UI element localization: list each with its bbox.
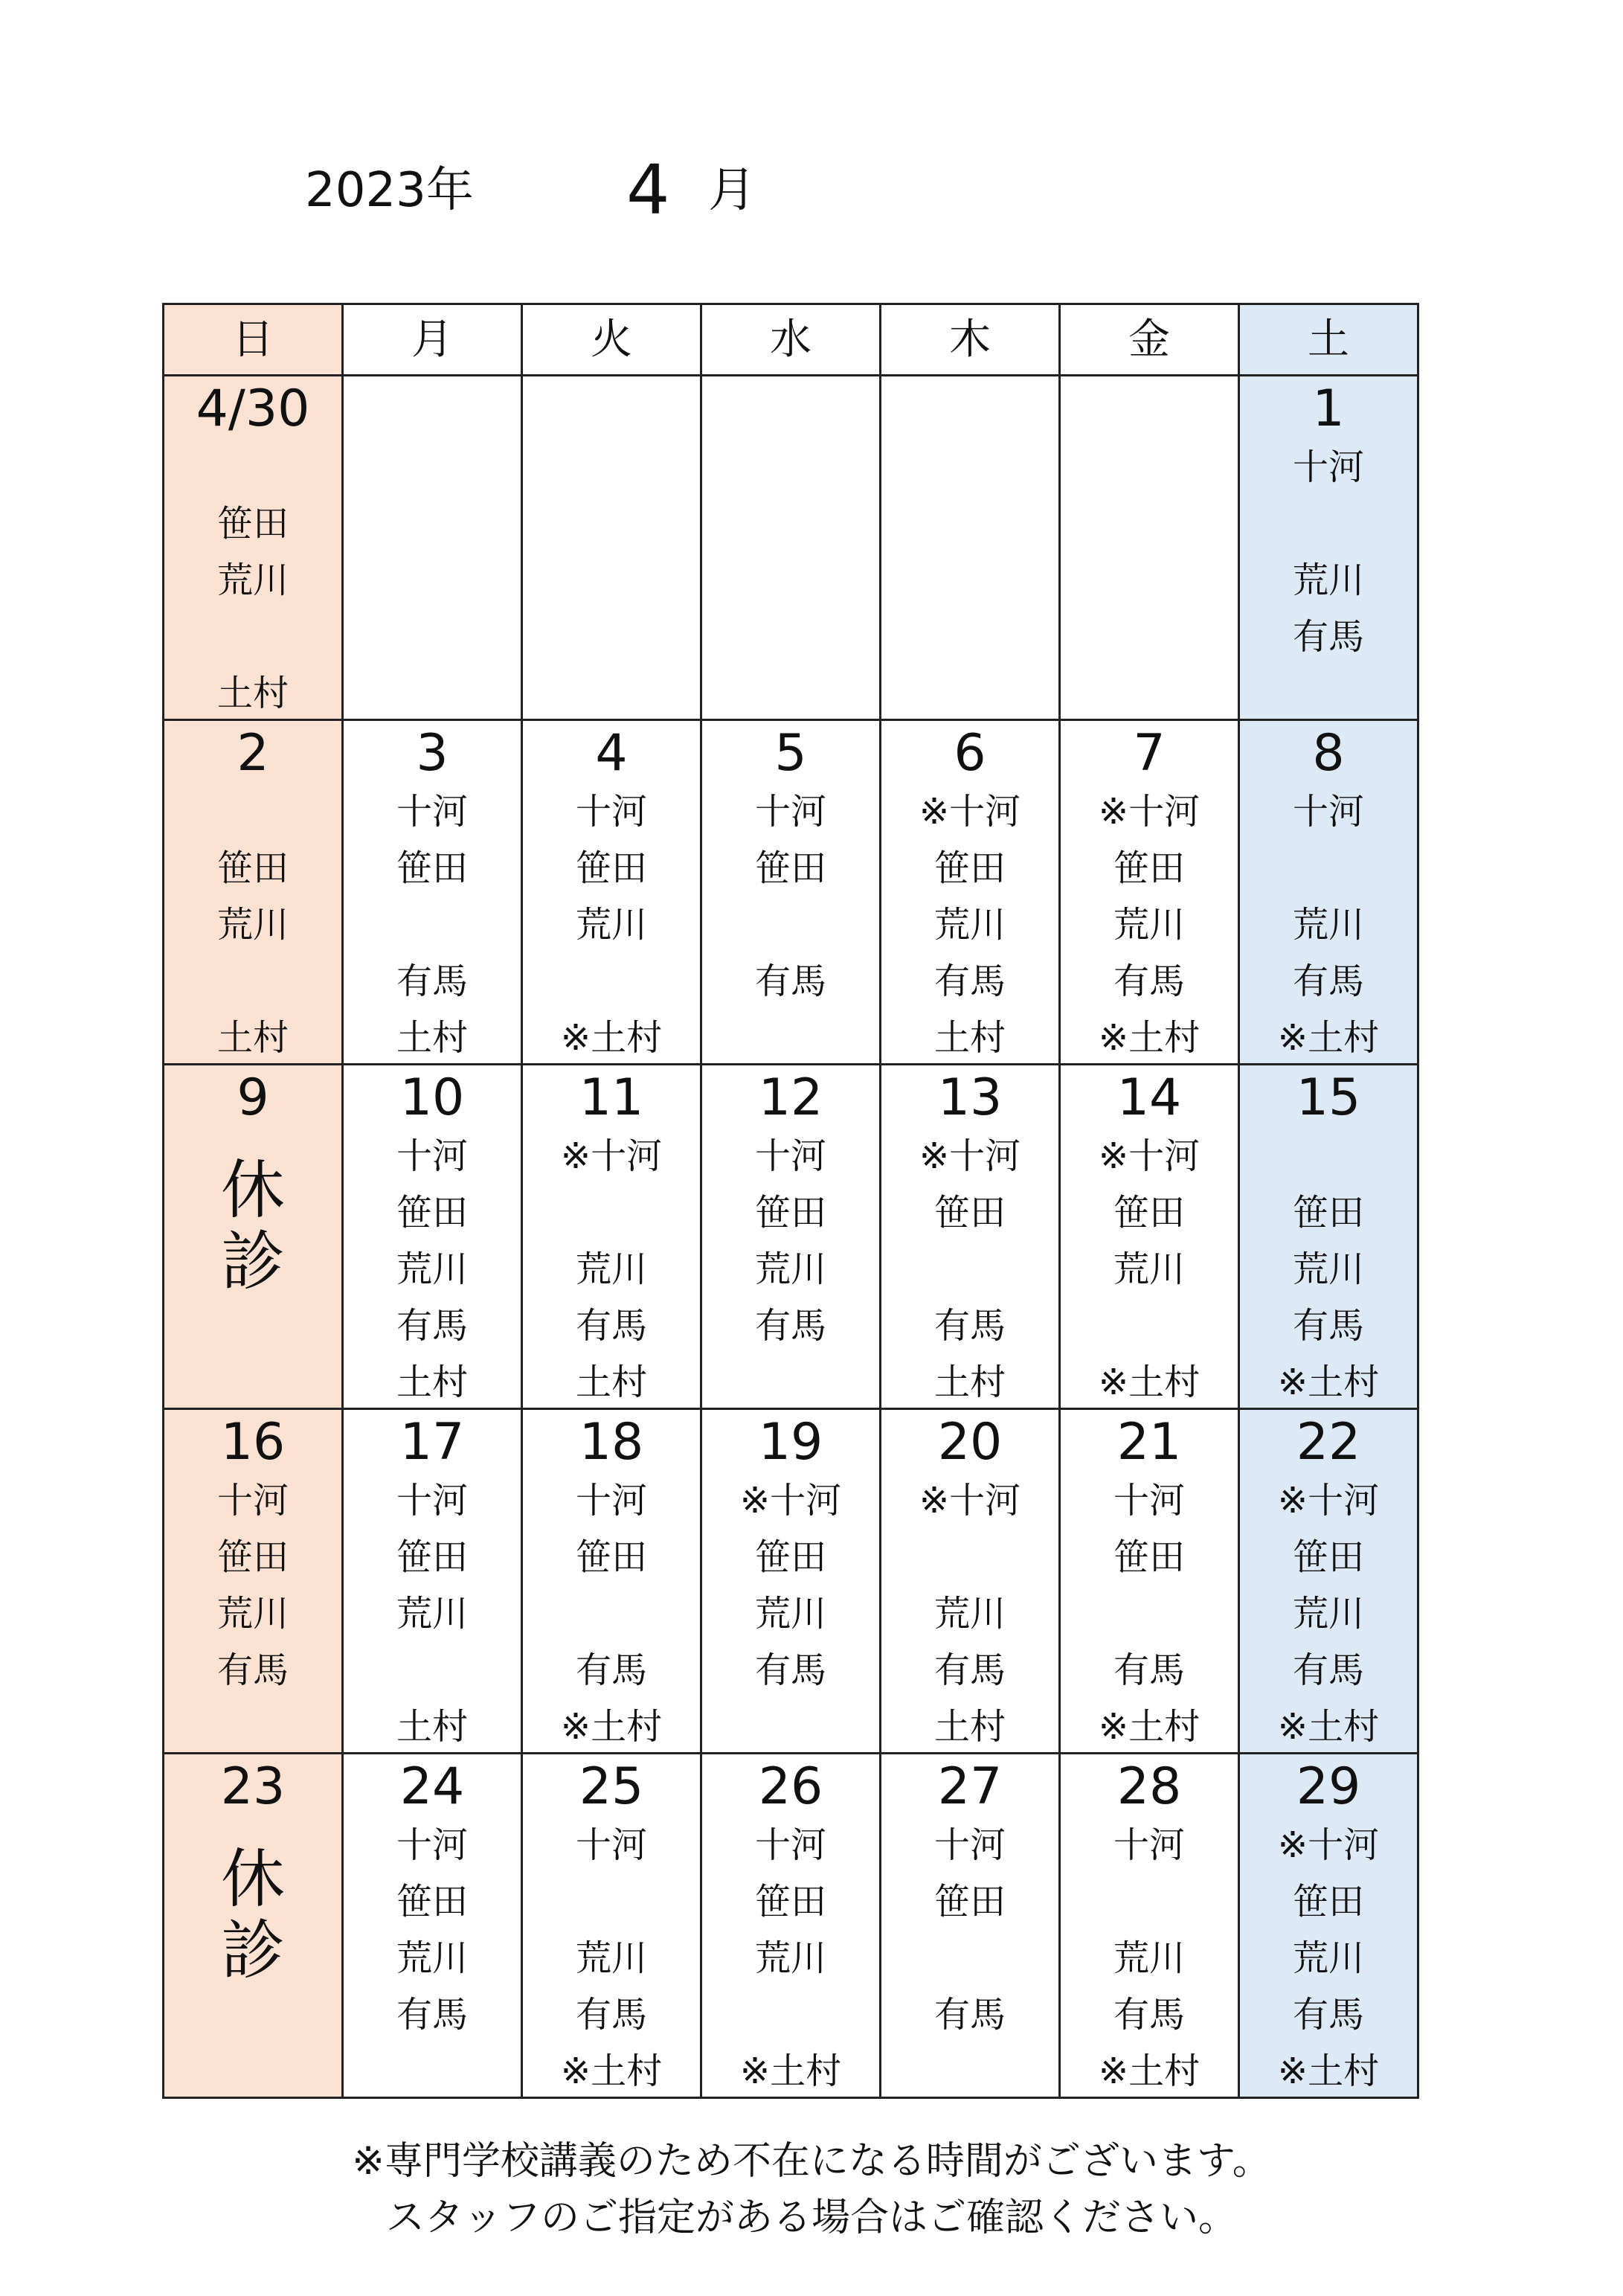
day-number: 4/30: [196, 379, 310, 438]
staff-slot: 有馬: [1113, 1649, 1185, 1691]
day-cell: [701, 1754, 881, 2098]
day-cell: [522, 720, 701, 1065]
day-number: 29: [1296, 1757, 1361, 1816]
staff-slot: 笹田: [216, 847, 289, 889]
title-month-number: 4: [626, 150, 670, 230]
day-number: 11: [579, 1068, 644, 1127]
staff-slot: [702, 552, 879, 609]
day-number: [1061, 376, 1238, 439]
staff-slot: [881, 1529, 1058, 1585]
week-row: [164, 1409, 1418, 1754]
staff-slot: 有馬: [933, 961, 1006, 1002]
staff-slot: 荒川: [1113, 1937, 1185, 1979]
staff-slot: 笹田: [933, 847, 1006, 889]
staff-slot: ※十河: [739, 1480, 842, 1521]
day-cell: [1239, 720, 1418, 1065]
staff-slot: [702, 439, 879, 496]
day-number: 23: [220, 1757, 286, 1816]
week-row: [164, 720, 1418, 1065]
staff-slot: ※十河: [1098, 1135, 1201, 1177]
staff-slot: [523, 665, 700, 722]
day-number: 17: [399, 1413, 465, 1472]
staff-slot: [1240, 665, 1417, 722]
staff-slot: [344, 439, 521, 496]
day-cell: [343, 720, 522, 1065]
calendar-title: [0, 149, 1623, 246]
staff-slot: 荒川: [1292, 1248, 1364, 1290]
weekday-header-fri: 金: [1060, 304, 1239, 376]
day-number: 15: [1296, 1068, 1361, 1127]
staff-slot: 有馬: [396, 961, 468, 1002]
staff-slot: [523, 496, 700, 552]
staff-slot: 土村: [396, 1706, 468, 1748]
day-number: [523, 376, 700, 439]
staff-slot: [344, 552, 521, 609]
day-cell: [522, 1409, 701, 1754]
staff-slot: [344, 2043, 521, 2100]
staff-slot: [1061, 665, 1238, 722]
day-number: 12: [758, 1068, 823, 1127]
day-number: 14: [1116, 1068, 1182, 1127]
title-year: 2023年: [305, 163, 474, 218]
day-cell: [343, 1409, 522, 1754]
closed-char: 休: [221, 1153, 285, 1228]
staff-slot: 十河: [575, 791, 647, 833]
day-cell: [343, 376, 522, 720]
staff-slot: [702, 1986, 879, 2043]
day-number: 13: [937, 1068, 1003, 1127]
staff-slot: 土村: [396, 1017, 468, 1059]
staff-slot: [1061, 552, 1238, 609]
day-cell: [522, 1754, 701, 2098]
staff-slot: 笹田: [754, 1881, 826, 1923]
day-cell: [881, 1754, 1060, 2098]
staff-slot: [881, 439, 1058, 496]
staff-slot: [702, 665, 879, 722]
staff-slot: 荒川: [1113, 1248, 1185, 1290]
staff-slot: 有馬: [1292, 1305, 1364, 1347]
staff-slot: ※土村: [560, 1017, 663, 1059]
staff-slot: [881, 665, 1058, 722]
staff-slot: [1240, 840, 1417, 897]
day-number: [702, 376, 879, 439]
day-cell: [164, 1754, 343, 2098]
staff-slot: [1240, 1128, 1417, 1184]
day-number: 8: [1312, 724, 1345, 783]
staff-slot: [702, 1010, 879, 1066]
footnote-staff-request: スタッフのご指定がある場合はご確認ください。: [385, 2196, 1237, 2240]
day-number: 28: [1116, 1757, 1182, 1816]
staff-slot: 土村: [933, 1362, 1006, 1403]
staff-slot: 笹田: [933, 1192, 1006, 1234]
staff-slot: 荒川: [1113, 904, 1185, 946]
day-number: 16: [220, 1413, 286, 1472]
staff-slot: ※十河: [1098, 791, 1201, 833]
staff-slot: ※土村: [1277, 1362, 1380, 1403]
day-number: 24: [399, 1757, 465, 1816]
staff-slot: ※土村: [1277, 1706, 1380, 1748]
staff-slot: [702, 609, 879, 665]
day-cell: [343, 1065, 522, 1409]
staff-slot: 十河: [216, 1480, 289, 1521]
calendar-body: [164, 376, 1418, 2098]
day-cell: [1060, 720, 1239, 1065]
staff-slot: ※土村: [560, 1706, 663, 1748]
weekday-header-mon: 月: [343, 304, 522, 376]
staff-slot: [702, 897, 879, 953]
staff-slot: [523, 953, 700, 1010]
staff-slot: 荒川: [216, 1593, 289, 1635]
staff-slot: 十河: [575, 1480, 647, 1521]
day-number: 21: [1116, 1413, 1182, 1472]
day-number: 6: [954, 724, 986, 783]
weekday-header-sat: 土: [1239, 304, 1418, 376]
staff-slot: [1240, 496, 1417, 552]
staff-slot: 有馬: [575, 1994, 647, 2036]
staff-slot: [1061, 1298, 1238, 1354]
staff-slot: 笹田: [1113, 847, 1185, 889]
staff-slot: [702, 496, 879, 552]
closed-char: 休: [221, 1842, 285, 1917]
staff-slot: [1061, 609, 1238, 665]
day-cell: [522, 376, 701, 720]
staff-slot: 荒川: [216, 559, 289, 601]
day-number: 22: [1296, 1413, 1361, 1472]
staff-slot: 笹田: [575, 1536, 647, 1578]
staff-slot: 土村: [396, 1362, 468, 1403]
staff-slot: 荒川: [216, 904, 289, 946]
day-number: 9: [237, 1068, 269, 1127]
staff-slot: [344, 1642, 521, 1699]
day-number: 3: [416, 724, 449, 783]
staff-slot: [881, 1930, 1058, 1986]
day-cell: [343, 1754, 522, 2098]
day-number: [881, 376, 1058, 439]
staff-slot: 有馬: [754, 961, 826, 1002]
staff-slot: 荒川: [1292, 1593, 1364, 1635]
day-number: 18: [579, 1413, 644, 1472]
staff-slot: 十河: [396, 1480, 468, 1521]
staff-slot: 荒川: [575, 1937, 647, 1979]
closed-label: [164, 1155, 341, 1298]
day-cell: [1060, 376, 1239, 720]
weekday-header-row: [164, 304, 1418, 376]
staff-slot: 十河: [1113, 1824, 1185, 1866]
staff-slot: [881, 496, 1058, 552]
day-cell: [881, 720, 1060, 1065]
staff-slot: ※土村: [1098, 2050, 1201, 2092]
staff-slot: 十河: [575, 1824, 647, 1866]
day-cell: [701, 1409, 881, 1754]
staff-slot: 荒川: [754, 1593, 826, 1635]
day-cell: [1060, 1065, 1239, 1409]
footnote-absence: ※専門学校講義のため不在になる時間がございます。: [352, 2139, 1271, 2184]
staff-slot: [344, 496, 521, 552]
staff-slot: 有馬: [396, 1305, 468, 1347]
week-row: [164, 1754, 1418, 2098]
staff-slot: [702, 1699, 879, 1755]
staff-slot: 荒川: [933, 904, 1006, 946]
day-cell: [1239, 376, 1418, 720]
day-number: 4: [595, 724, 628, 783]
weekday-header-sun: 日: [164, 304, 343, 376]
day-number: 7: [1133, 724, 1166, 783]
staff-slot: [881, 1241, 1058, 1298]
day-number: 2: [237, 724, 269, 783]
staff-slot: [164, 783, 341, 840]
staff-slot: 荒川: [754, 1248, 826, 1290]
day-cell: [701, 376, 881, 720]
staff-slot: 笹田: [396, 1192, 468, 1234]
day-number: 20: [937, 1413, 1003, 1472]
staff-slot: 有馬: [1292, 1649, 1364, 1691]
staff-slot: 笹田: [396, 1536, 468, 1578]
day-cell: [1239, 1754, 1418, 2098]
staff-slot: 十河: [396, 791, 468, 833]
staff-slot: 笹田: [754, 1536, 826, 1578]
staff-slot: 十河: [1113, 1480, 1185, 1521]
staff-slot: 笹田: [754, 847, 826, 889]
staff-slot: 有馬: [933, 1305, 1006, 1347]
staff-slot: 荒川: [754, 1937, 826, 1979]
staff-slot: 荒川: [933, 1593, 1006, 1635]
staff-slot: 土村: [933, 1706, 1006, 1748]
staff-slot: 荒川: [396, 1593, 468, 1635]
day-cell: [1060, 1409, 1239, 1754]
staff-slot: [1061, 496, 1238, 552]
staff-slot: [523, 609, 700, 665]
day-number: 5: [774, 724, 807, 783]
staff-slot: 十河: [1292, 791, 1364, 833]
weekday-header-wed: 水: [701, 304, 881, 376]
staff-slot: 笹田: [1292, 1536, 1364, 1578]
staff-slot: 有馬: [933, 1649, 1006, 1691]
staff-slot: 土村: [575, 1362, 647, 1403]
week-row: [164, 376, 1418, 720]
staff-slot: [164, 439, 341, 496]
staff-slot: 有馬: [216, 1649, 289, 1691]
staff-slot: 有馬: [754, 1649, 826, 1691]
staff-slot: 笹田: [1113, 1536, 1185, 1578]
staff-slot: [523, 1873, 700, 1930]
day-number: 26: [758, 1757, 823, 1816]
staff-slot: 笹田: [933, 1881, 1006, 1923]
day-cell: [881, 1065, 1060, 1409]
staff-slot: [344, 897, 521, 953]
staff-slot: 有馬: [1113, 961, 1185, 1002]
staff-slot: [1061, 1585, 1238, 1642]
staff-slot: ※十河: [919, 1480, 1021, 1521]
day-cell: [522, 1065, 701, 1409]
staff-slot: 笹田: [754, 1192, 826, 1234]
staff-slot: 有馬: [1292, 616, 1364, 658]
staff-slot: 十河: [754, 791, 826, 833]
staff-slot: [881, 609, 1058, 665]
staff-slot: 笹田: [396, 1881, 468, 1923]
week-row: [164, 1065, 1418, 1409]
staff-slot: ※土村: [1098, 1017, 1201, 1059]
staff-slot: 笹田: [1292, 1192, 1364, 1234]
staff-slot: 土村: [216, 1017, 289, 1059]
day-cell: [881, 376, 1060, 720]
weekday-header-tue: 火: [522, 304, 701, 376]
staff-slot: ※土村: [1277, 2050, 1380, 2092]
staff-slot: 笹田: [396, 847, 468, 889]
day-cell: [164, 720, 343, 1065]
staff-slot: [881, 552, 1058, 609]
staff-slot: [881, 2043, 1058, 2100]
staff-slot: [344, 609, 521, 665]
day-cell: [881, 1409, 1060, 1754]
day-cell: [164, 1409, 343, 1754]
staff-slot: [344, 665, 521, 722]
staff-slot: 笹田: [216, 1536, 289, 1578]
day-number: 27: [937, 1757, 1003, 1816]
staff-slot: 笹田: [216, 503, 289, 545]
weekday-header-thu: 木: [881, 304, 1060, 376]
staff-slot: ※十河: [1277, 1480, 1380, 1521]
staff-slot: 荒川: [396, 1937, 468, 1979]
staff-slot: [164, 1699, 341, 1755]
staff-slot: [523, 1585, 700, 1642]
staff-slot: 荒川: [1292, 1937, 1364, 1979]
staff-slot: 荒川: [396, 1248, 468, 1290]
day-cell: [164, 1065, 343, 1409]
staff-slot: [164, 609, 341, 665]
staff-slot: [702, 1354, 879, 1411]
staff-slot: 有馬: [575, 1649, 647, 1691]
staff-slot: ※十河: [560, 1135, 663, 1177]
staff-slot: 荒川: [575, 1248, 647, 1290]
staff-slot: 十河: [754, 1135, 826, 1177]
staff-slot: 有馬: [933, 1994, 1006, 2036]
staff-slot: 荒川: [1292, 559, 1364, 601]
staff-slot: 有馬: [575, 1305, 647, 1347]
closed-char: 診: [221, 1914, 285, 1988]
day-number: 25: [579, 1757, 644, 1816]
staff-slot: ※土村: [1098, 1362, 1201, 1403]
day-cell: [701, 720, 881, 1065]
day-cell: [164, 376, 343, 720]
staff-slot: 笹田: [575, 847, 647, 889]
day-number: 10: [399, 1068, 465, 1127]
staff-slot: [164, 953, 341, 1010]
closed-label: [164, 1844, 341, 1986]
staff-slot: [523, 552, 700, 609]
staff-slot: 有馬: [396, 1994, 468, 2036]
staff-slot: [1061, 1873, 1238, 1930]
staff-slot: 荒川: [1292, 904, 1364, 946]
staff-slot: 十河: [933, 1824, 1006, 1866]
staff-slot: 有馬: [1113, 1994, 1185, 2036]
staff-slot: 有馬: [1292, 1994, 1364, 2036]
staff-slot: 十河: [396, 1824, 468, 1866]
staff-slot: 十河: [754, 1824, 826, 1866]
staff-slot: 有馬: [1292, 961, 1364, 1002]
day-cell: [1060, 1754, 1239, 2098]
day-number: 19: [758, 1413, 823, 1472]
schedule-calendar: [162, 303, 1419, 2099]
day-number: 1: [1312, 379, 1345, 438]
staff-slot: 十河: [1292, 446, 1364, 488]
staff-slot: 有馬: [754, 1305, 826, 1347]
staff-slot: [523, 439, 700, 496]
staff-slot: [523, 1184, 700, 1241]
day-cell: [1239, 1065, 1418, 1409]
day-cell: [1239, 1409, 1418, 1754]
staff-slot: ※土村: [739, 2050, 842, 2092]
staff-slot: ※土村: [560, 2050, 663, 2092]
title-month-label: 月: [708, 163, 756, 218]
staff-slot: ※土村: [1277, 1017, 1380, 1059]
staff-slot: ※十河: [919, 791, 1021, 833]
staff-slot: ※十河: [1277, 1824, 1380, 1866]
day-cell: [701, 1065, 881, 1409]
staff-slot: 十河: [396, 1135, 468, 1177]
staff-slot: [1061, 439, 1238, 496]
day-number: [344, 376, 521, 439]
closed-char: 診: [221, 1225, 285, 1299]
staff-slot: 笹田: [1113, 1192, 1185, 1234]
staff-slot: 土村: [216, 673, 289, 714]
staff-slot: 笹田: [1292, 1881, 1364, 1923]
staff-slot: ※土村: [1098, 1706, 1201, 1748]
staff-slot: 土村: [933, 1017, 1006, 1059]
staff-slot: ※十河: [919, 1135, 1021, 1177]
staff-slot: 荒川: [575, 904, 647, 946]
